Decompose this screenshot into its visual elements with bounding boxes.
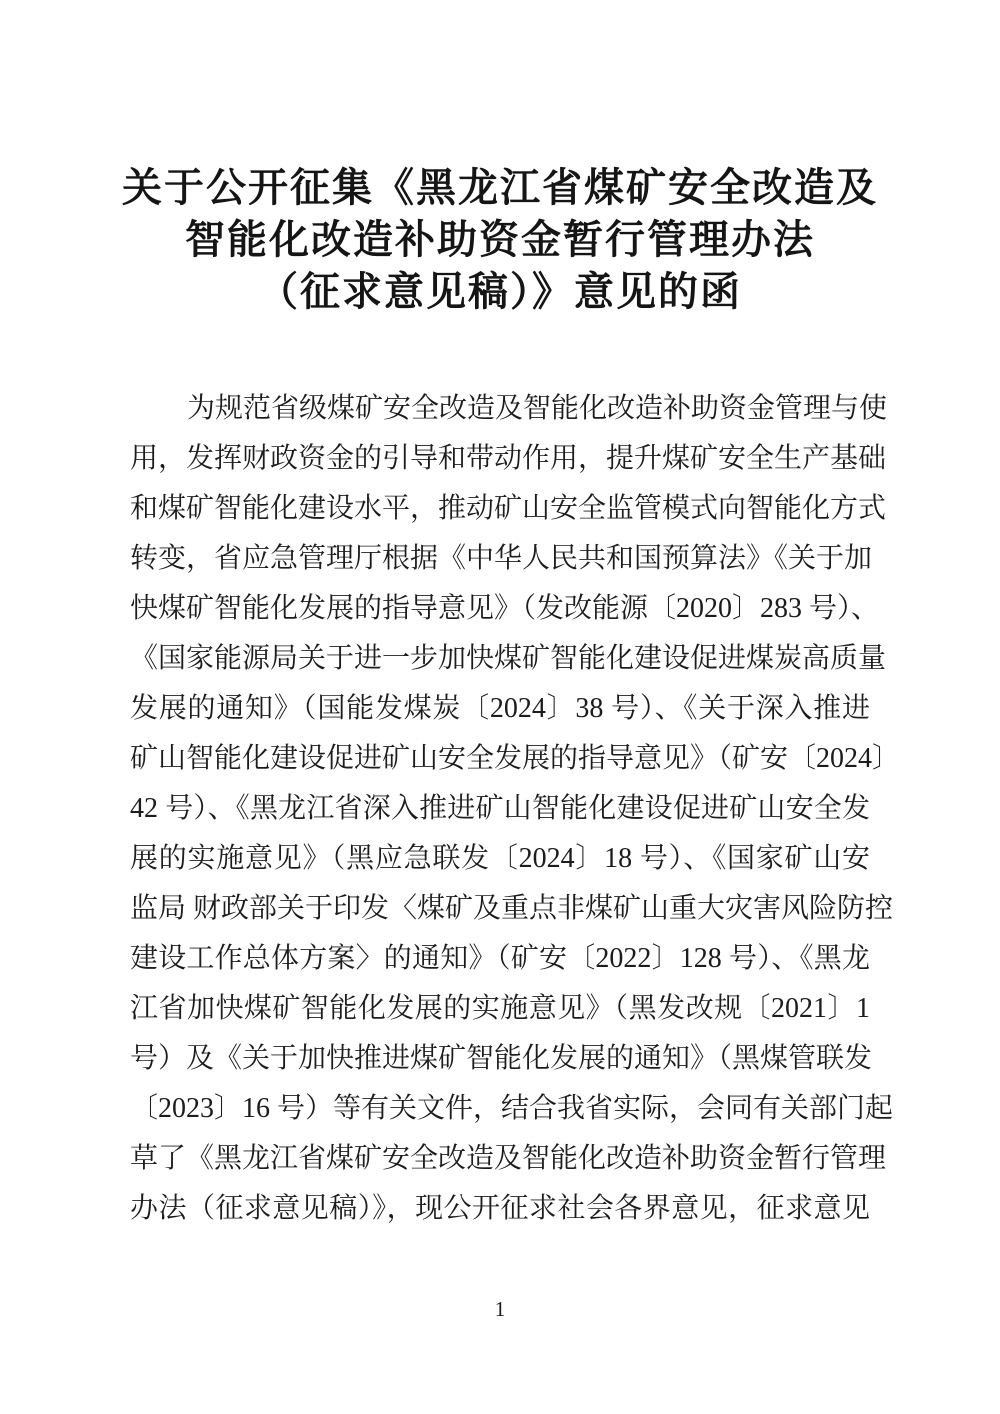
body-line: 建设工作总体方案〉的通知》（矿安〔2022〕128 号）、《黑龙 xyxy=(130,943,870,974)
page-number: 1 xyxy=(494,1297,506,1321)
body-line: 监局 财政部关于印发〈煤矿及重点非煤矿山重大灾害风险防控 xyxy=(130,893,894,924)
document-title xyxy=(0,162,1000,318)
body-line: 矿山智能化建设促进矿山安全发展的指导意见》（矿安〔2024〕 xyxy=(130,743,901,774)
body-line: 用，发挥财政资金的引导和带动作用，提升煤矿安全生产基础 xyxy=(130,443,887,474)
body-line: 办法（征求意见稿）》，现公开征求社会各界意见，征求意见 xyxy=(130,1193,870,1224)
body-line: 发展的通知》（国能发煤炭〔2024〕38 号）、《关于深入推进 xyxy=(130,693,870,724)
body-line: 草了《黑龙江省煤矿安全改造及智能化改造补助资金暂行管理 xyxy=(130,1143,887,1174)
body-line: 快煤矿智能化发展的指导意见》（发改能源〔2020〕283 号）、 xyxy=(130,593,880,624)
body-line: 展的实施意见》（黑应急联发〔2024〕18 号）、《国家矿山安 xyxy=(130,843,870,874)
title-line-1: 关于公开征集《黑龙江省煤矿安全改造及 xyxy=(122,165,878,210)
body-line: 《国家能源局关于进一步加快煤矿智能化建设促进煤炭高质量 xyxy=(130,643,887,674)
body-line: 和煤矿智能化建设水平，推动矿山安全监管模式向智能化方式 xyxy=(130,493,887,524)
body-line: 号）及《关于加快推进煤矿智能化发展的通知》（黑煤管联发 xyxy=(130,1043,873,1074)
document-body xyxy=(130,384,901,1234)
body-line: 转变，省应急管理厅根据《中华人民共和国预算法》《关于加 xyxy=(130,543,873,574)
body-line: 〔2023〕16 号）等有关文件，结合我省实际，会同有关部门起 xyxy=(130,1093,894,1124)
body-line: 42 号）、《黑龙江省深入推进矿山智能化建设促进矿山安全发 xyxy=(130,793,870,824)
body-line: 为规范省级煤矿安全改造及智能化改造补助资金管理与使 xyxy=(187,393,888,424)
body-line: 江省加快煤矿智能化发展的实施意见》（黑发改规〔2021〕1 xyxy=(130,993,870,1024)
title-line-3: （征求意见稿）》意见的函 xyxy=(258,269,742,314)
title-line-2: 智能化改造补助资金暂行管理办法 xyxy=(185,217,815,262)
